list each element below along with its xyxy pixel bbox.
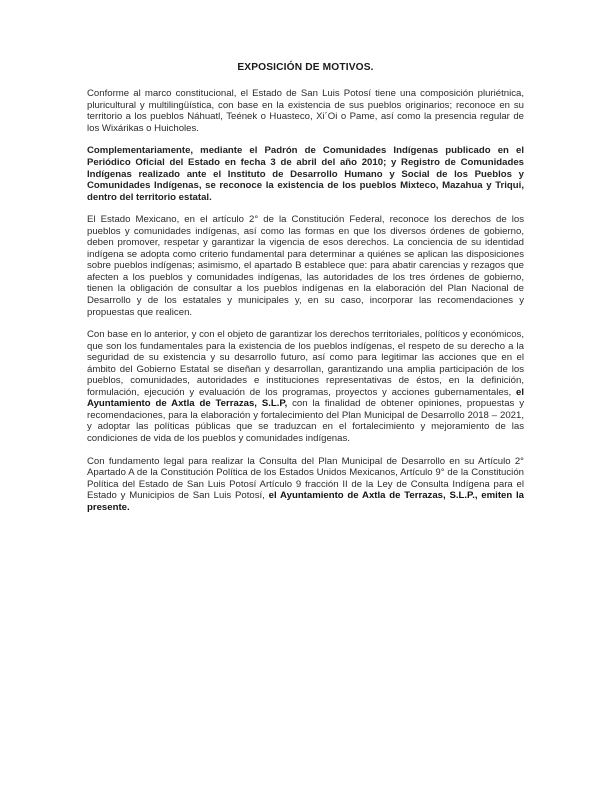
paragraph-5-text-lead: Con fundamento legal para realizar la Consulta del Plan Municipal de Desarrollo en su Artículo 2° Apartado A de la Constitución Política de los Estados Unidos Mexicanos, Artículo 9° de la Constitución Política del Estado de San Luis Potosí Artículo 9 fracción II de la Ley de Consulta Indígena para el Estado y Municipios de San Luis Potosí, xyxy=(87,455,524,502)
paragraph-4-text-lead: Con base en lo anterior, y con el objeto de garantizar los derechos territoriales, políticos y económicos, que son los fundamentales para la existencia de los pueblos indígenas, el respeto de su derecho a la seguridad de su existencia y su desarrollo futuro, así como para legitimar las acciones que en el ámbito del Gobierno Estatal se diseñan y desarrollan, garantizando una amplia participación de los pueblos, comunidades, autoridades e instituciones representativas de éstos, en la definición, formulación, ejecución y evaluación de los programas, proyectos y acciones gubernamentales, xyxy=(87,329,524,398)
paragraph-5 xyxy=(87,456,524,514)
paragraph-3: El Estado Mexicano, en el artículo 2° de la Constitución Federal, reconoce los derechos de los pueblos y comunidades indígenas, así como las formas en que los diversos órdenes de gobierno, deben promover, respetar y garantizar la vigencia de esos derechos. La conciencia de su identidad indígena se adopta como criterio fundamental para determinar a quiénes se aplican las disposiciones sobre pueblos indígenas; asimismo, el apartado B establece que: para abatir carencias y rezagos que afecten a los pueblos y comunidades indígenas, las autoridades de los tres órdenes de gobierno, tienen la obligación de consultar a los pueblos indígenas en la elaboración del Plan Nacional de Desarrollo y de los estatales y municipales y, en su caso, incorporar las recomendaciones y propuestas que realicen. xyxy=(87,214,524,318)
page-title: EXPOSICIÓN DE MOTIVOS. xyxy=(237,62,374,73)
paragraph-5-emphasis-ayuntamiento: el Ayuntamiento de Axtla de Terrazas, S.L.P., emiten la presente. xyxy=(87,490,524,513)
paragraph-4-text-tail: con la finalidad de obtener opiniones, propuestas y recomendaciones, para la elaboración y fortalecimiento del Plan Municipal de Desarrollo 2018 – 2021, y adoptar las políticas públicas que se traduzcan en el fortalecimiento y mejoramiento de las condiciones de vida de los pueblos y comunidades indígenas. xyxy=(87,398,524,444)
document-body xyxy=(87,62,524,513)
paragraph-1: Conforme al marco constitucional, el Estado de San Luis Potosí tiene una composición pluriétnica, pluricultural y multilingüística, con base en la existencia de sus pueblos originarios; reconoce en su territorio a los pueblos Náhuatl, Teének o Huasteco, Xi´Oi o Pame, así como la presencia regular de los Wixárikas o Huicholes. xyxy=(87,88,524,134)
paragraph-4 xyxy=(87,329,524,444)
paragraph-4-emphasis-ayuntamiento: el Ayuntamiento de Axtla de Terrazas, S.L.P, xyxy=(87,386,524,410)
paragraph-2: Complementariamente, mediante el Padrón de Comunidades Indígenas publicado en el Periódico Oficial del Estado en fecha 3 de abril del año 2010; y Registro de Comunidades Indígenas realizado ante el Instituto de Desarrollo Humano y Social de los Pueblos y Comunidades Indígenas, se reconoce la existencia de los pueblos Mixteco, Mazahua y Triqui, dentro del territorio estatal. xyxy=(87,145,524,203)
